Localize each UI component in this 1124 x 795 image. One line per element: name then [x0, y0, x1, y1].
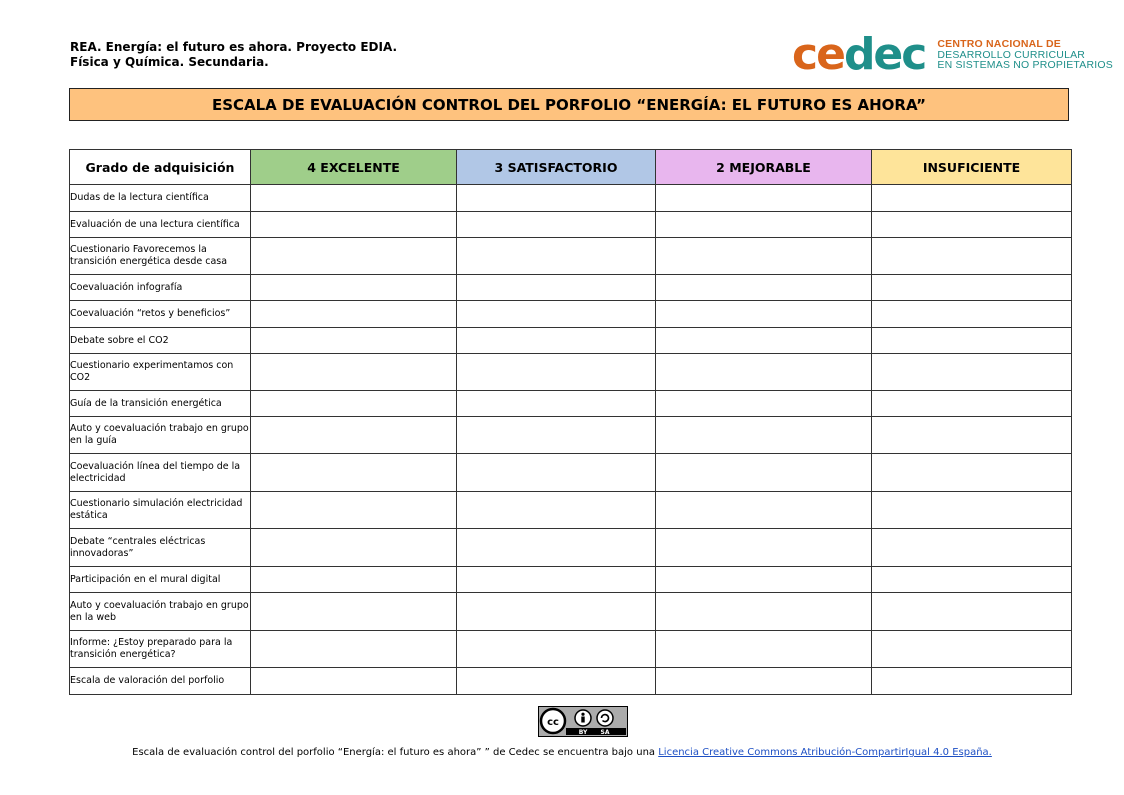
score-cell-mejorable[interactable]: [656, 328, 872, 354]
score-cell-excelente[interactable]: [251, 212, 457, 238]
score-cell-satisfactorio[interactable]: [457, 328, 656, 354]
score-cell-insuficiente[interactable]: [872, 529, 1072, 567]
criterion-cell: Guía de la transición energética: [70, 391, 251, 417]
column-header-grado: Grado de adquisición: [70, 150, 251, 185]
score-cell-mejorable[interactable]: [656, 354, 872, 391]
score-cell-satisfactorio[interactable]: [457, 417, 656, 454]
score-cell-excelente[interactable]: [251, 275, 457, 301]
score-cell-insuficiente[interactable]: [872, 454, 1072, 492]
score-cell-excelente[interactable]: [251, 631, 457, 668]
cedec-logo: [792, 29, 1113, 80]
table-row: [70, 301, 1072, 328]
table-row: [70, 668, 1072, 695]
cedec-logo-word: cedec: [792, 29, 926, 80]
table-row: [70, 354, 1072, 391]
license-text: Escala de evaluación control del porfolio “Energía: el futuro es ahora” ” de Cedec se encuentra bajo una: [132, 747, 659, 758]
score-cell-insuficiente[interactable]: [872, 238, 1072, 275]
score-cell-excelente[interactable]: [251, 567, 457, 593]
score-cell-insuficiente[interactable]: [872, 631, 1072, 668]
table-row: [70, 328, 1072, 354]
table-row: [70, 417, 1072, 454]
score-cell-satisfactorio[interactable]: [457, 593, 656, 631]
score-cell-insuficiente[interactable]: [872, 567, 1072, 593]
license-footer: [0, 747, 1124, 758]
score-cell-satisfactorio[interactable]: [457, 529, 656, 567]
score-cell-mejorable[interactable]: [656, 417, 872, 454]
score-cell-excelente[interactable]: [251, 454, 457, 492]
table-row: [70, 212, 1072, 238]
score-cell-satisfactorio[interactable]: [457, 301, 656, 328]
score-cell-excelente[interactable]: [251, 529, 457, 567]
score-cell-excelente[interactable]: [251, 354, 457, 391]
criterion-cell: Cuestionario simulación electricidad estática: [70, 492, 251, 529]
evaluation-table: [69, 149, 1072, 695]
score-cell-excelente[interactable]: [251, 301, 457, 328]
document-title: ESCALA DE EVALUACIÓN CONTROL DEL PORFOLIO “ENERGÍA: EL FUTURO ES AHORA”: [69, 88, 1069, 121]
table-row: [70, 529, 1072, 567]
score-cell-excelente[interactable]: [251, 185, 457, 212]
score-cell-excelente[interactable]: [251, 492, 457, 529]
table-row: [70, 238, 1072, 275]
score-cell-insuficiente[interactable]: [872, 668, 1072, 695]
cc-by-sa-badge[interactable]: [538, 706, 628, 737]
score-cell-insuficiente[interactable]: [872, 212, 1072, 238]
criterion-cell: Escala de valoración del porfolio: [70, 668, 251, 695]
license-link[interactable]: Licencia Creative Commons Atribución-CompartirIgual 4.0 España.: [658, 747, 992, 758]
score-cell-mejorable[interactable]: [656, 492, 872, 529]
score-cell-mejorable[interactable]: [656, 212, 872, 238]
document-header: [70, 40, 397, 70]
score-cell-mejorable[interactable]: [656, 301, 872, 328]
criterion-cell: Cuestionario Favorecemos la transición energética desde casa: [70, 238, 251, 275]
score-cell-satisfactorio[interactable]: [457, 354, 656, 391]
criterion-cell: Coevaluación línea del tiempo de la electricidad: [70, 454, 251, 492]
score-cell-insuficiente[interactable]: [872, 593, 1072, 631]
by-label: BY: [578, 729, 588, 737]
cedec-logo-subtitle: CENTRO NACIONAL DE DESARROLLO CURRICULAR EN SISTEMAS NO PROPIETARIOS: [937, 38, 1113, 72]
column-header-insuficiente: INSUFICIENTE: [872, 150, 1072, 185]
header-line-2: Física y Química. Secundaria.: [70, 55, 269, 69]
score-cell-excelente[interactable]: [251, 593, 457, 631]
score-cell-mejorable[interactable]: [656, 631, 872, 668]
score-cell-mejorable[interactable]: [656, 185, 872, 212]
score-cell-satisfactorio[interactable]: [457, 391, 656, 417]
score-cell-mejorable[interactable]: [656, 567, 872, 593]
score-cell-excelente[interactable]: [251, 238, 457, 275]
score-cell-mejorable[interactable]: [656, 454, 872, 492]
column-header-excelente: 4 EXCELENTE: [251, 150, 457, 185]
score-cell-insuficiente[interactable]: [872, 301, 1072, 328]
table-row: [70, 492, 1072, 529]
criterion-cell: Debate “centrales eléctricas innovadoras”: [70, 529, 251, 567]
score-cell-insuficiente[interactable]: [872, 354, 1072, 391]
criterion-cell: Participación en el mural digital: [70, 567, 251, 593]
score-cell-insuficiente[interactable]: [872, 275, 1072, 301]
criterion-cell: Cuestionario experimentamos con CO2: [70, 354, 251, 391]
criterion-cell: Coevaluación “retos y beneficios”: [70, 301, 251, 328]
criterion-cell: Auto y coevaluación trabajo en grupo en la guía: [70, 417, 251, 454]
table-row: [70, 593, 1072, 631]
score-cell-mejorable[interactable]: [656, 275, 872, 301]
table-row: [70, 631, 1072, 668]
sa-icon: [597, 710, 613, 726]
table-header-row: [70, 150, 1072, 185]
criterion-cell: Debate sobre el CO2: [70, 328, 251, 354]
score-cell-excelente[interactable]: [251, 668, 457, 695]
score-cell-satisfactorio[interactable]: [457, 492, 656, 529]
table-row: [70, 185, 1072, 212]
score-cell-mejorable[interactable]: [656, 593, 872, 631]
score-cell-excelente[interactable]: [251, 391, 457, 417]
score-cell-satisfactorio[interactable]: [457, 631, 656, 668]
score-cell-satisfactorio[interactable]: [457, 185, 656, 212]
score-cell-satisfactorio[interactable]: [457, 567, 656, 593]
score-cell-insuficiente[interactable]: [872, 417, 1072, 454]
table-row: [70, 567, 1072, 593]
score-cell-satisfactorio[interactable]: [457, 454, 656, 492]
score-cell-mejorable[interactable]: [656, 238, 872, 275]
criterion-cell: Dudas de la lectura científica: [70, 185, 251, 212]
score-cell-mejorable[interactable]: [656, 668, 872, 695]
sa-label: SA: [600, 729, 610, 737]
score-cell-insuficiente[interactable]: [872, 185, 1072, 212]
score-cell-insuficiente[interactable]: [872, 391, 1072, 417]
score-cell-satisfactorio[interactable]: [457, 238, 656, 275]
table-row: [70, 275, 1072, 301]
criterion-cell: Evaluación de una lectura científica: [70, 212, 251, 238]
score-cell-insuficiente[interactable]: [872, 328, 1072, 354]
score-cell-mejorable[interactable]: [656, 529, 872, 567]
table-row: [70, 454, 1072, 492]
score-cell-satisfactorio[interactable]: [457, 668, 656, 695]
score-cell-satisfactorio[interactable]: [457, 212, 656, 238]
score-cell-excelente[interactable]: [251, 328, 457, 354]
score-cell-satisfactorio[interactable]: [457, 275, 656, 301]
criterion-cell: Auto y coevaluación trabajo en grupo en la web: [70, 593, 251, 631]
table-row: [70, 391, 1072, 417]
score-cell-mejorable[interactable]: [656, 391, 872, 417]
score-cell-excelente[interactable]: [251, 417, 457, 454]
column-header-satisfactorio: 3 SATISFACTORIO: [457, 150, 656, 185]
column-header-mejorable: 2 MEJORABLE: [656, 150, 872, 185]
criterion-cell: Informe: ¿Estoy preparado para la transición energética?: [70, 631, 251, 668]
score-cell-insuficiente[interactable]: [872, 492, 1072, 529]
criterion-cell: Coevaluación infografía: [70, 275, 251, 301]
cc-icon-text: cc: [547, 717, 559, 728]
header-line-1: REA. Energía: el futuro es ahora. Proyecto EDIA.: [70, 40, 398, 54]
